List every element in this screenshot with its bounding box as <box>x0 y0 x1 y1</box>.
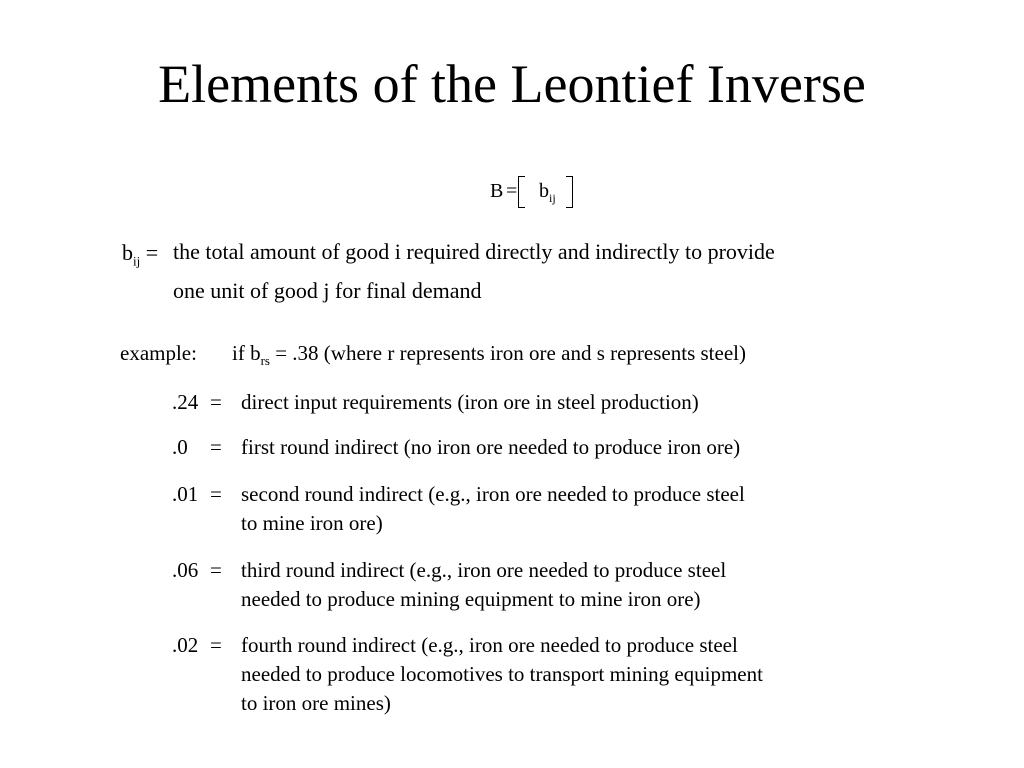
left-bracket <box>518 176 525 208</box>
item-value: .0 <box>172 435 188 459</box>
item-equals: = <box>210 633 222 657</box>
definition-equals: = <box>145 240 159 265</box>
item-desc-line: to mine iron ore) <box>241 511 383 535</box>
formula-var-letter: b <box>539 180 549 202</box>
item-value: .02 <box>172 633 199 657</box>
item-desc-line: to iron ore mines) <box>241 691 391 715</box>
item-desc-line: first round indirect (no iron ore needed to produce iron ore) <box>241 435 741 459</box>
example-label: example: <box>120 341 197 365</box>
definition-line-1: the total amount of good i required directly and indirectly to provide <box>173 239 775 264</box>
item-desc-line: second round indirect (e.g., iron ore needed to produce steel <box>241 482 745 506</box>
definition-line-2: one unit of good j for final demand <box>173 278 482 303</box>
formula-lhs: B <box>490 180 504 202</box>
definition-subscript: ij <box>133 253 141 269</box>
formula-var-subscript: ij <box>549 191 556 205</box>
example-rest: = .38 (where r represents iron ore and s represents steel) <box>275 341 746 365</box>
item-value: .24 <box>172 390 199 414</box>
page-title: Elements of the Leontief Inverse <box>158 54 866 114</box>
item-equals: = <box>210 482 222 506</box>
example-subscript: rs <box>260 353 270 369</box>
example-var: b <box>250 341 261 365</box>
item-equals: = <box>210 390 222 414</box>
item-desc-line: needed to produce locomotives to transport mining equipment <box>241 662 763 686</box>
item-desc-line: fourth round indirect (e.g., iron ore needed to produce steel <box>241 633 738 657</box>
example-if: if <box>232 341 245 365</box>
item-desc-line: third round indirect (e.g., iron ore needed to produce steel <box>241 558 727 582</box>
item-equals: = <box>210 558 222 582</box>
item-value: .01 <box>172 482 199 506</box>
definition-term <box>122 240 158 274</box>
definition-var: b <box>122 240 133 265</box>
item-desc-line: direct input requirements (iron ore in steel production) <box>241 390 699 414</box>
item-desc-line: needed to produce mining equipment to mine iron ore) <box>241 587 701 611</box>
formula-variable <box>539 180 556 206</box>
right-bracket <box>566 176 573 208</box>
example-statement <box>232 340 746 374</box>
formula-equals: = <box>506 180 518 202</box>
item-equals: = <box>210 435 222 459</box>
item-value: .06 <box>172 558 199 582</box>
